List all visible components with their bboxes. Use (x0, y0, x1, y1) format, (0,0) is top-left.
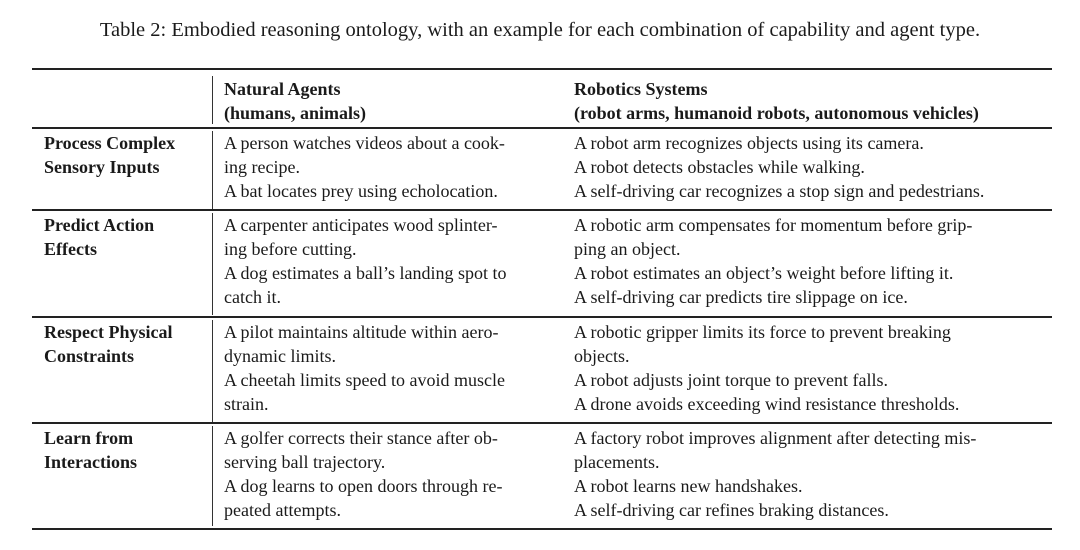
table-bottom-rule (32, 528, 1052, 530)
capability-cell (44, 213, 154, 261)
natural-agents-cell-line: A person watches videos about a cook- (224, 133, 505, 153)
robotics-systems-cell-line: A robot detects obstacles while walking. (574, 157, 865, 177)
natural-agents-cell-line: A cheetah limits speed to avoid muscle (224, 370, 505, 390)
row-separator-rule (32, 127, 1052, 129)
natural-agents-cell-line: ing recipe. (224, 157, 300, 177)
natural-agents-cell-line: A bat locates prey using echolocation. (224, 181, 498, 201)
header-natural-title: Natural Agents (224, 79, 341, 99)
natural-agents-cell-line: A dog learns to open doors through re- (224, 476, 503, 496)
robotics-systems-cell-line: A robot learns new handshakes. (574, 476, 803, 496)
row-separator-rule (32, 209, 1052, 211)
robotics-systems-cell-line: A robotic gripper limits its force to prevent breaking (574, 322, 951, 342)
robotics-systems-cell (574, 131, 984, 203)
row-column-divider (212, 320, 213, 422)
natural-agents-cell-line: ing before cutting. (224, 239, 357, 259)
robotics-systems-cell-line: A robot arm recognizes objects using its camera. (574, 133, 924, 153)
natural-agents-cell-line: A golfer corrects their stance after ob- (224, 428, 498, 448)
row-column-divider (212, 131, 213, 209)
natural-agents-cell (224, 131, 505, 203)
robotics-systems-cell (574, 213, 972, 309)
header-natural-agents (224, 77, 366, 125)
robotics-systems-cell-line: A self-driving car refines braking distances. (574, 500, 889, 520)
robotics-systems-cell (574, 426, 976, 522)
capability-cell-line: Predict Action (44, 215, 155, 235)
capability-cell-line: Interactions (44, 452, 137, 472)
robotics-systems-cell-line: objects. (574, 346, 630, 366)
row-separator-rule (32, 422, 1052, 424)
natural-agents-cell-line: A carpenter anticipates wood splinter- (224, 215, 498, 235)
capability-cell-line: Effects (44, 239, 97, 259)
header-robotics-systems (574, 77, 979, 125)
capability-cell-line: Respect Physical (44, 322, 173, 342)
table-caption: Table 2: Embodied reasoning ontology, with an example for each combination of capability and agent type. (99, 19, 981, 41)
robotics-systems-cell-line: A robotic arm compensates for momentum before grip- (574, 215, 973, 235)
natural-agents-cell-line: peated attempts. (224, 500, 341, 520)
header-robotics-title: Robotics Systems (574, 79, 708, 99)
natural-agents-cell-line: dynamic limits. (224, 346, 336, 366)
natural-agents-cell-line: A dog estimates a ball’s landing spot to (224, 263, 507, 283)
natural-agents-cell-line: strain. (224, 394, 269, 414)
header-robotics-subtitle: (robot arms, humanoid robots, autonomous vehicles) (574, 103, 979, 123)
robotics-systems-cell-line: A drone avoids exceeding wind resistance thresholds. (574, 394, 960, 414)
natural-agents-cell-line: catch it. (224, 287, 281, 307)
robotics-systems-cell-line: ping an object. (574, 239, 681, 259)
capability-cell-line: Learn from (44, 428, 134, 448)
capability-cell-line: Process Complex (44, 133, 176, 153)
robotics-systems-cell-line: placements. (574, 452, 660, 472)
table-top-rule (32, 68, 1052, 70)
robotics-systems-cell-line: A robot estimates an object’s weight before lifting it. (574, 263, 954, 283)
capability-cell-line: Sensory Inputs (44, 157, 160, 177)
natural-agents-cell-line: serving ball trajectory. (224, 452, 386, 472)
capability-cell (44, 320, 172, 368)
natural-agents-cell (224, 213, 506, 309)
capability-cell (44, 426, 137, 474)
robotics-systems-cell (574, 320, 959, 416)
robotics-systems-cell-line: A self-driving car predicts tire slippage on ice. (574, 287, 908, 307)
capability-cell-line: Constraints (44, 346, 135, 366)
header-natural-subtitle: (humans, animals) (224, 103, 367, 123)
row-column-divider (212, 213, 213, 315)
robotics-systems-cell-line: A self-driving car recognizes a stop sign and pedestrians. (574, 181, 985, 201)
header-column-divider (212, 76, 213, 124)
robotics-systems-cell-line: A robot adjusts joint torque to prevent falls. (574, 370, 888, 390)
robotics-systems-cell-line: A factory robot improves alignment after detecting mis- (574, 428, 977, 448)
natural-agents-cell (224, 320, 505, 416)
natural-agents-cell-line: A pilot maintains altitude within aero- (224, 322, 499, 342)
row-separator-rule (32, 316, 1052, 318)
capability-cell (44, 131, 175, 179)
row-column-divider (212, 426, 213, 526)
natural-agents-cell (224, 426, 502, 522)
